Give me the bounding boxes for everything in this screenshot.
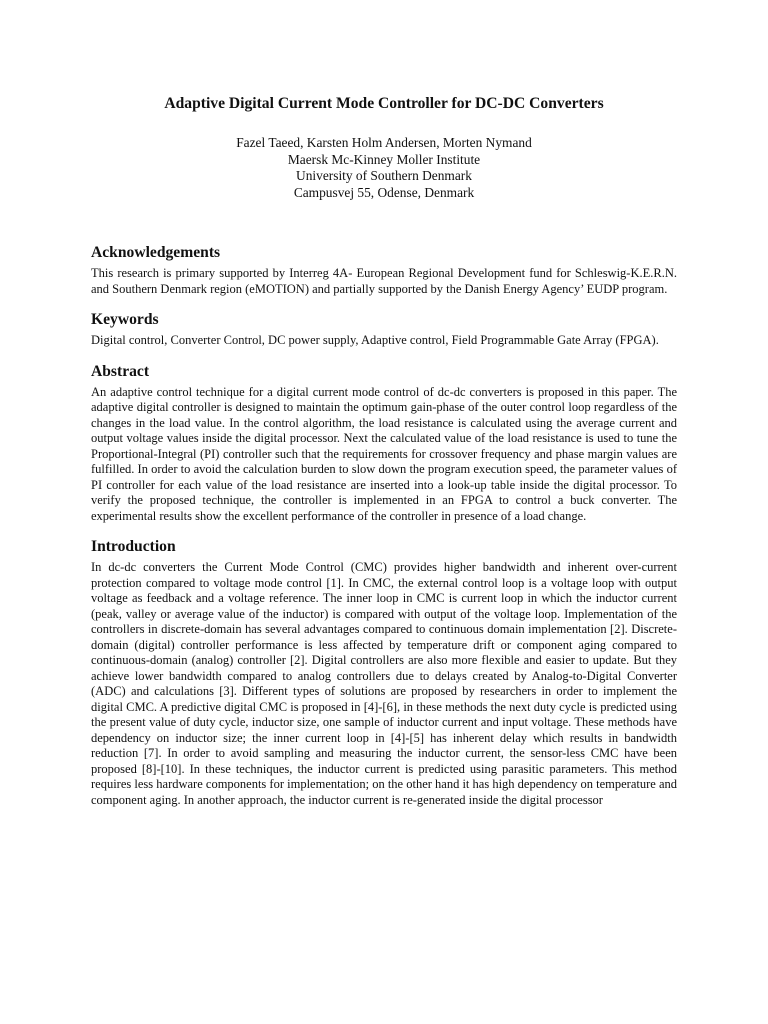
author-block — [91, 135, 677, 201]
abstract-section — [91, 362, 677, 525]
affiliation-university: University of Southern Denmark — [296, 168, 472, 184]
keywords-heading: Keywords — [91, 311, 159, 329]
affiliation-institute: Maersk Mc-Kinney Moller Institute — [287, 151, 481, 167]
abstract-text: An adaptive control technique for a digital current mode control of dc-dc converters is proposed in this paper. The adaptive digital controller is designed to maintain the optimum gain-phase of the outer control loop regardless of the changes in the load value. In the control algorithm, the load resistance is calculated using the average current and output voltage values inside the digital processor. Next the calculated value of the load resistance is used to tune the Proportional-Integral (PI) controller such that the requirements for crossover frequency and phase margin values are fulfilled. In order to avoid the calculation burden to slow down the program execution speed, the parameter values of PI controller for each value of the load resistance are inserted into a look-up table inside the digital processor. To verify the proposed technique, the controller is implemented in an FPGA to control a buck converter. The experimental results show the excellent performance of the controller in presence of a load change. — [91, 384, 677, 523]
acknowledgements-text: This research is primary supported by Interreg 4A- European Regional Development fund for Schleswig-K.E.R.N. and Southern Denmark region (eMOTION) and partially supported by the Danish Energy Agency’ EUDP program. — [91, 266, 677, 296]
affiliation-address: Campusvej 55, Odense, Denmark — [293, 184, 475, 200]
acknowledgements-heading: Acknowledgements — [91, 244, 221, 262]
acknowledgements-section — [91, 243, 677, 297]
paper-title: Adaptive Digital Current Mode Controller for DC-DC Converters — [164, 95, 604, 112]
paper-page — [91, 94, 677, 852]
keywords-text: Digital control, Converter Control, DC power supply, Adaptive control, Field Programmable Gate Array (FPGA). — [91, 333, 659, 348]
author-names: Fazel Taeed, Karsten Holm Andersen, Morten Nymand — [236, 135, 532, 150]
introduction-heading: Introduction — [91, 538, 176, 556]
keywords-section — [91, 310, 677, 349]
introduction-text: In dc-dc converters the Current Mode Control (CMC) provides higher bandwidth and inherent over-current protection compared to voltage mode control [1]. In CMC, the external control loop is a voltage loop with output voltage as feedback and a voltage reference. The inner loop in CMC is current loop in which the inductor current (peak, valley or average value of the inductor) is compared with output of the voltage loop. Implementation of the controllers in discrete-domain has several advantages compared to continuous domain implementation [2]. Discrete-domain (digital) controller performance is less affected by temperature drift or component aging compared to continuous-domain (analog) controller [2]. Digital controllers are also more flexible and easier to update. But they achieve lower bandwidth compared to analog controllers due to delays created by Analog-to-Digital Converter (ADC) and calculations [3]. Different types of solutions are proposed by researchers in order to implement the digital CMC. A predictive digital CMC is proposed in [4]-[6], in these methods the next duty cycle is predicted using the present value of duty cycle, inductor size, one sample of inductor current and input voltage. These methods have dependency on inductor size; the inner current loop in [4]-[5] has inherent delay which results in bandwidth reduction [7]. In order to avoid sampling and measuring the inductor current, the sensor-less CMC have been proposed [8]-[10]. In these techniques, the inductor current is predicted using parasitic parameters. This method requires less hardware components for implementation; on the other hand it has high dependency on temperature and component aging. In another approach, the inductor current is re-generated inside the digital processor — [91, 560, 677, 807]
abstract-heading: Abstract — [91, 362, 150, 380]
introduction-section — [91, 537, 677, 852]
